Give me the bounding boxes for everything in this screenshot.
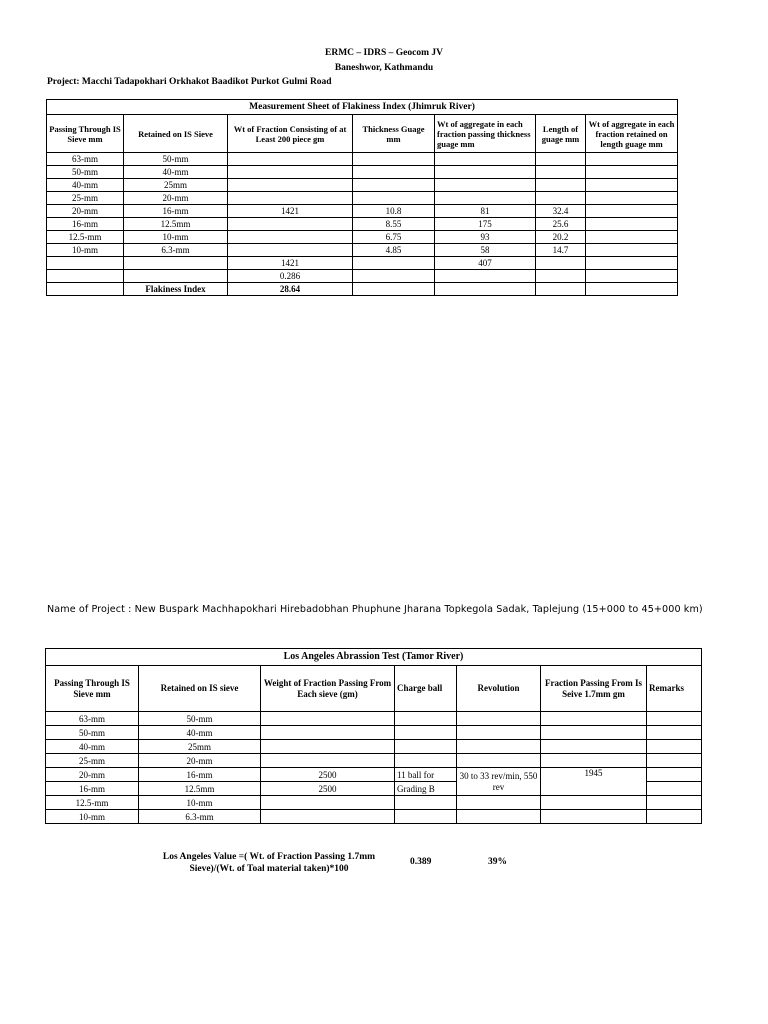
table-cell bbox=[457, 740, 541, 754]
table-cell bbox=[124, 270, 228, 283]
table-cell bbox=[228, 218, 353, 231]
table-cell bbox=[647, 740, 702, 754]
table-cell bbox=[647, 754, 702, 768]
table-cell bbox=[435, 192, 536, 205]
column-header: Passing Through IS Sieve mm bbox=[47, 115, 124, 153]
table-cell: 63-mm bbox=[46, 712, 139, 726]
table-cell bbox=[435, 153, 536, 166]
table-cell bbox=[536, 192, 586, 205]
table-cell: 25mm bbox=[139, 740, 261, 754]
table-cell bbox=[395, 796, 457, 810]
table-cell: 40-mm bbox=[46, 740, 139, 754]
table-cell bbox=[586, 244, 678, 257]
table-cell bbox=[541, 796, 647, 810]
table-cell bbox=[395, 754, 457, 768]
table-row bbox=[47, 205, 678, 218]
table-cell bbox=[536, 270, 586, 283]
los-angeles-value: 0.389 bbox=[410, 857, 432, 867]
table-row bbox=[46, 740, 702, 754]
table-cell: 12.5-mm bbox=[46, 796, 139, 810]
table-cell bbox=[47, 257, 124, 270]
table-row bbox=[47, 153, 678, 166]
table-cell: 10-mm bbox=[124, 231, 228, 244]
table-cell bbox=[541, 726, 647, 740]
table-cell: 93 bbox=[435, 231, 536, 244]
table-cell: 175 bbox=[435, 218, 536, 231]
table-cell: 50-mm bbox=[124, 153, 228, 166]
table-cell bbox=[586, 218, 678, 231]
table-cell: 12.5mm bbox=[124, 218, 228, 231]
table-cell: 11 ball for bbox=[395, 768, 457, 782]
table-row bbox=[46, 726, 702, 740]
table-cell: 50-mm bbox=[46, 726, 139, 740]
table-row bbox=[47, 192, 678, 205]
table-cell bbox=[457, 754, 541, 768]
column-header: Retained on IS sieve bbox=[139, 666, 261, 712]
column-header: Charge ball bbox=[395, 666, 457, 712]
table-cell: 407 bbox=[435, 257, 536, 270]
table-cell bbox=[586, 270, 678, 283]
fraction-passing-cell: 1945 bbox=[541, 768, 647, 796]
table-cell bbox=[647, 796, 702, 810]
column-header: Retained on IS Sieve bbox=[124, 115, 228, 153]
table-cell: 14.7 bbox=[536, 244, 586, 257]
table-row bbox=[47, 218, 678, 231]
table-cell bbox=[228, 231, 353, 244]
table-cell: 28.64 bbox=[228, 283, 353, 296]
table-cell bbox=[586, 179, 678, 192]
table-cell bbox=[586, 283, 678, 296]
column-header: Weight of Fraction Passing From Each sieve (gm) bbox=[261, 666, 395, 712]
table-cell: 81 bbox=[435, 205, 536, 218]
table-cell bbox=[261, 810, 395, 824]
table-cell bbox=[353, 283, 435, 296]
table-cell bbox=[261, 754, 395, 768]
table-row bbox=[47, 270, 678, 283]
table-cell bbox=[541, 740, 647, 754]
table-cell bbox=[536, 166, 586, 179]
flakiness-table-title: Measurement Sheet of Flakiness Index (Jhimruk River) bbox=[47, 100, 678, 115]
project-title: Project: Macchi Tadapokhari Orkhakot Baadikot Purkot Gulmi Road bbox=[47, 77, 332, 87]
table-cell: 63-mm bbox=[47, 153, 124, 166]
table-cell bbox=[536, 153, 586, 166]
table-cell bbox=[586, 192, 678, 205]
table-cell: 10.8 bbox=[353, 205, 435, 218]
table-cell bbox=[353, 153, 435, 166]
table-cell: 6.75 bbox=[353, 231, 435, 244]
los-angeles-formula: Los Angeles Value =( Wt. of Fraction Passing 1.7mm Sieve)/(Wt. of Toal material taken)*100 bbox=[162, 852, 376, 874]
table-cell bbox=[541, 712, 647, 726]
table-cell bbox=[353, 166, 435, 179]
table-cell bbox=[457, 796, 541, 810]
table-cell: 20-mm bbox=[46, 768, 139, 782]
table-row bbox=[47, 283, 678, 296]
table-cell: 10-mm bbox=[47, 244, 124, 257]
table-cell: 32.4 bbox=[536, 205, 586, 218]
table-cell: 50-mm bbox=[139, 712, 261, 726]
table-cell: 40-mm bbox=[124, 166, 228, 179]
table-cell bbox=[228, 166, 353, 179]
table-cell bbox=[261, 740, 395, 754]
column-header: Wt of aggregate in each fraction retained on length guage mm bbox=[586, 115, 678, 153]
table-cell: 16-mm bbox=[124, 205, 228, 218]
table-cell: 20-mm bbox=[47, 205, 124, 218]
table-cell bbox=[586, 205, 678, 218]
table-cell: 16-mm bbox=[46, 782, 139, 796]
table-cell: 12.5-mm bbox=[47, 231, 124, 244]
table-cell bbox=[457, 810, 541, 824]
table-cell: 0.286 bbox=[228, 270, 353, 283]
table-cell bbox=[228, 179, 353, 192]
column-header: Remarks bbox=[647, 666, 702, 712]
revolution-cell: 30 to 33 rev/min, 550 rev bbox=[457, 768, 541, 796]
table-row bbox=[46, 754, 702, 768]
table-cell bbox=[353, 192, 435, 205]
flakiness-table bbox=[46, 99, 678, 296]
table-cell bbox=[536, 257, 586, 270]
table-cell: 2500 bbox=[261, 782, 395, 796]
project-name-2: Name of Project : New Buspark Machhapokhari Hirebadobhan Phuphune Jharana Topkegola Sadak, Taplejung (15+000 to 45+000 km) bbox=[47, 604, 703, 615]
column-header: Length of guage mm bbox=[536, 115, 586, 153]
column-header: Wt of Fraction Consisting of at Least 200 piece gm bbox=[228, 115, 353, 153]
los-angeles-table-title: Los Angeles Abrassion Test (Tamor River) bbox=[46, 649, 702, 666]
table-row bbox=[46, 712, 702, 726]
table-cell bbox=[228, 244, 353, 257]
table-cell bbox=[228, 153, 353, 166]
table-cell: 1421 bbox=[228, 205, 353, 218]
table-cell bbox=[395, 726, 457, 740]
table-cell: 25-mm bbox=[47, 192, 124, 205]
table-cell: 10-mm bbox=[139, 796, 261, 810]
los-angeles-table bbox=[45, 648, 702, 824]
table-cell: 20.2 bbox=[536, 231, 586, 244]
table-cell bbox=[261, 726, 395, 740]
table-cell: Grading B bbox=[395, 782, 457, 796]
table-row bbox=[46, 768, 702, 782]
table-cell: 20-mm bbox=[124, 192, 228, 205]
column-header: Passing Through IS Sieve mm bbox=[46, 666, 139, 712]
table-cell bbox=[586, 257, 678, 270]
table-cell bbox=[353, 179, 435, 192]
table-cell bbox=[457, 712, 541, 726]
table-cell bbox=[261, 712, 395, 726]
table-cell bbox=[435, 179, 536, 192]
company-name: ERMC – IDRS – Geocom JV bbox=[325, 48, 443, 58]
los-angeles-percent: 39% bbox=[488, 857, 507, 867]
table-cell bbox=[228, 192, 353, 205]
table-cell bbox=[353, 270, 435, 283]
table-cell: 8.55 bbox=[353, 218, 435, 231]
table-row bbox=[47, 244, 678, 257]
table-cell: 16-mm bbox=[47, 218, 124, 231]
table-cell: 25-mm bbox=[46, 754, 139, 768]
table-cell: 12.5mm bbox=[139, 782, 261, 796]
table-cell bbox=[261, 796, 395, 810]
table-cell bbox=[536, 179, 586, 192]
table-cell: 50-mm bbox=[47, 166, 124, 179]
table-cell bbox=[124, 257, 228, 270]
table-cell: 16-mm bbox=[139, 768, 261, 782]
column-header: Thickness Guage mm bbox=[353, 115, 435, 153]
table-cell bbox=[586, 166, 678, 179]
column-header: Fraction Passing From Is Seive 1.7mm gm bbox=[541, 666, 647, 712]
table-cell bbox=[435, 283, 536, 296]
table-cell: 25mm bbox=[124, 179, 228, 192]
table-row bbox=[47, 179, 678, 192]
table-cell bbox=[395, 810, 457, 824]
table-row bbox=[47, 257, 678, 270]
table-cell bbox=[435, 270, 536, 283]
table-cell bbox=[47, 283, 124, 296]
table-cell bbox=[647, 810, 702, 824]
table-cell bbox=[541, 754, 647, 768]
table-cell bbox=[586, 231, 678, 244]
column-header: Revolution bbox=[457, 666, 541, 712]
table-cell: 25.6 bbox=[536, 218, 586, 231]
table-row bbox=[47, 231, 678, 244]
table-cell: 10-mm bbox=[46, 810, 139, 824]
table-cell: 20-mm bbox=[139, 754, 261, 768]
table-cell bbox=[536, 283, 586, 296]
table-row bbox=[46, 810, 702, 824]
table-cell: 40-mm bbox=[47, 179, 124, 192]
table-cell bbox=[395, 740, 457, 754]
table-cell bbox=[647, 726, 702, 740]
table-cell: 2500 bbox=[261, 768, 395, 782]
table-cell: 40-mm bbox=[139, 726, 261, 740]
table-cell: 1421 bbox=[228, 257, 353, 270]
table-cell: Flakiness Index bbox=[124, 283, 228, 296]
table-cell bbox=[47, 270, 124, 283]
table-cell: 4.85 bbox=[353, 244, 435, 257]
table-cell bbox=[457, 726, 541, 740]
table-cell bbox=[395, 712, 457, 726]
table-row bbox=[46, 796, 702, 810]
table-cell bbox=[353, 257, 435, 270]
table-cell bbox=[647, 782, 702, 796]
table-cell bbox=[586, 153, 678, 166]
table-cell: 6.3-mm bbox=[124, 244, 228, 257]
table-cell bbox=[647, 768, 702, 782]
table-cell: 6.3-mm bbox=[139, 810, 261, 824]
column-header: Wt of aggregate in each fraction passing thickness guage mm bbox=[435, 115, 536, 153]
table-cell bbox=[541, 810, 647, 824]
company-address: Baneshwor, Kathmandu bbox=[334, 63, 434, 73]
table-cell: 58 bbox=[435, 244, 536, 257]
table-cell bbox=[435, 166, 536, 179]
table-row bbox=[47, 166, 678, 179]
table-cell bbox=[647, 712, 702, 726]
